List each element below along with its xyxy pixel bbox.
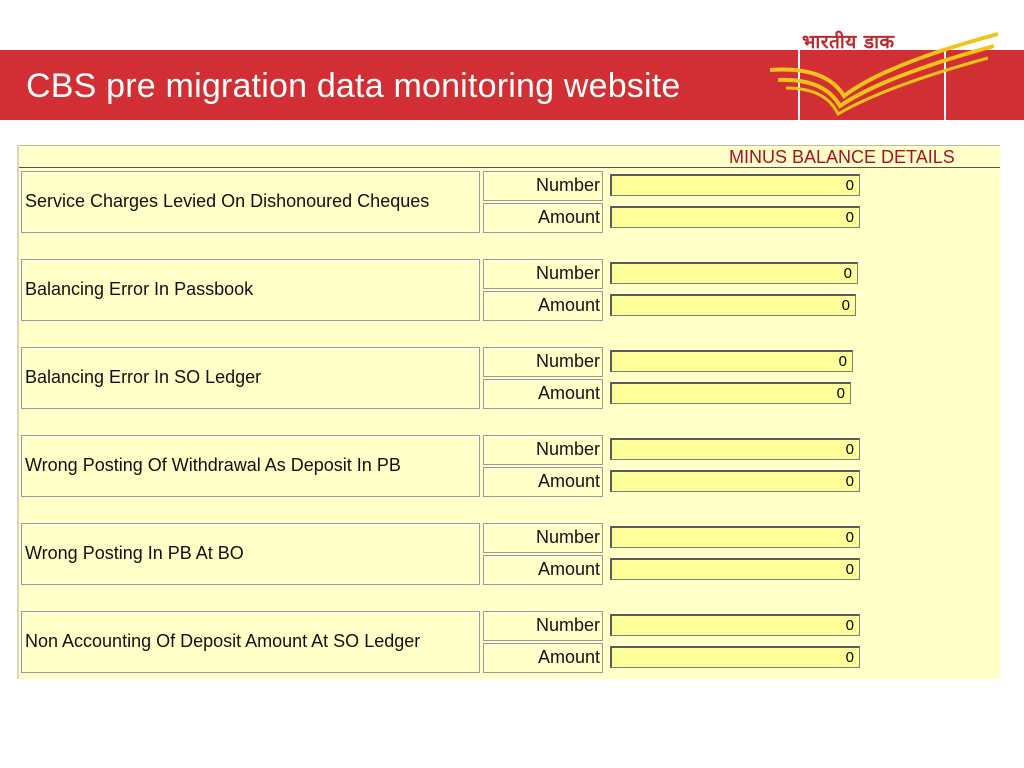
category-label-box bbox=[21, 347, 480, 409]
minus-balance-group bbox=[21, 435, 1001, 497]
category-label-box bbox=[21, 171, 480, 233]
category-label: Balancing Error In Passbook bbox=[25, 279, 254, 299]
amount-input[interactable]: 0 bbox=[610, 558, 860, 580]
category-label-box bbox=[21, 611, 480, 673]
amount-label-box bbox=[483, 291, 603, 321]
amount-input[interactable]: 0 bbox=[610, 646, 860, 668]
category-label: Service Charges Levied On Dishonoured Cheques bbox=[25, 191, 430, 211]
number-label-box bbox=[483, 611, 603, 641]
category-label: Balancing Error In SO Ledger bbox=[25, 367, 262, 387]
amount-label: Amount bbox=[537, 383, 600, 403]
amount-input[interactable]: 0 bbox=[610, 382, 851, 404]
category-label-box bbox=[21, 523, 480, 585]
amount-label: Amount bbox=[537, 471, 600, 491]
amount-label-box bbox=[483, 379, 603, 409]
number-label: Number bbox=[535, 527, 600, 547]
amount-label: Amount bbox=[537, 559, 600, 579]
number-input[interactable]: 0 bbox=[610, 174, 860, 196]
number-label: Number bbox=[535, 351, 600, 371]
amount-label: Amount bbox=[537, 207, 600, 227]
amount-input[interactable]: 0 bbox=[610, 294, 856, 316]
minus-balance-group bbox=[21, 259, 1001, 321]
amount-label-box bbox=[483, 467, 603, 497]
number-label-box bbox=[483, 347, 603, 377]
number-label: Number bbox=[535, 175, 600, 195]
amount-label-box bbox=[483, 203, 603, 233]
amount-label-box bbox=[483, 643, 603, 673]
number-label: Number bbox=[535, 263, 600, 283]
category-label: Wrong Posting Of Withdrawal As Deposit In PB bbox=[25, 455, 401, 475]
category-label-box bbox=[21, 435, 480, 497]
india-post-wings-icon bbox=[766, 24, 1006, 124]
number-label-box bbox=[483, 259, 603, 289]
category-label: Non Accounting Of Deposit Amount At SO Ledger bbox=[25, 631, 421, 651]
number-label-box bbox=[483, 171, 603, 201]
page-title: CBS pre migration data monitoring website bbox=[26, 67, 681, 105]
number-input[interactable]: 0 bbox=[610, 350, 853, 372]
amount-input[interactable]: 0 bbox=[610, 206, 860, 228]
minus-balance-group bbox=[21, 171, 1001, 233]
number-label-box bbox=[483, 435, 603, 465]
number-label: Number bbox=[535, 439, 600, 459]
category-label-box bbox=[21, 259, 480, 321]
logo-text: भारतीय डाक bbox=[802, 31, 895, 53]
category-label: Wrong Posting In PB At BO bbox=[25, 543, 244, 563]
amount-label: Amount bbox=[537, 295, 600, 315]
number-input[interactable]: 0 bbox=[610, 262, 858, 284]
number-label: Number bbox=[535, 615, 600, 635]
number-label-box bbox=[483, 523, 603, 553]
panel-top-rule bbox=[19, 145, 1000, 146]
minus-balance-group bbox=[21, 347, 1001, 409]
minus-balance-group bbox=[21, 523, 1001, 585]
panel-left-rule bbox=[17, 145, 19, 679]
number-input[interactable]: 0 bbox=[610, 438, 860, 460]
number-input[interactable]: 0 bbox=[610, 614, 860, 636]
section-title: MINUS BALANCE DETAILS bbox=[729, 147, 955, 167]
number-input[interactable]: 0 bbox=[610, 526, 860, 548]
amount-label-box bbox=[483, 555, 603, 585]
section-title-rule bbox=[19, 167, 1000, 168]
amount-label: Amount bbox=[537, 647, 600, 667]
amount-input[interactable]: 0 bbox=[610, 470, 860, 492]
minus-balance-group bbox=[21, 611, 1001, 673]
